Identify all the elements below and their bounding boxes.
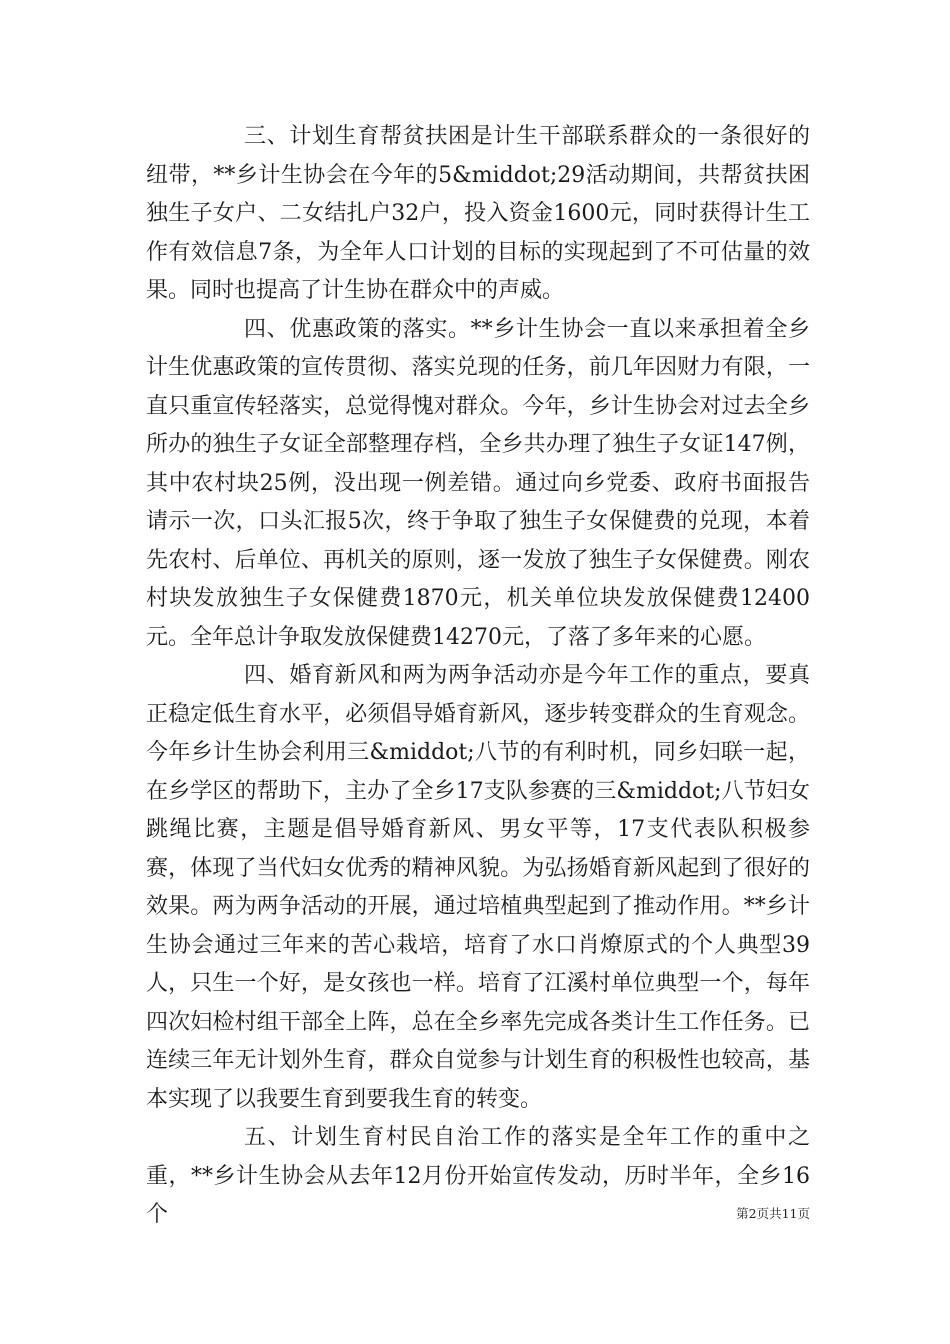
paragraph-preferential-policy: 四、优惠政策的落实。**乡计生协会一直以来承担着全乡计生优惠政策的宣传贯彻、落实兑现的任务，前几年因财力有限，一直只重宣传轻落实，总觉得愧对群众。今年，乡计生协会对过去全乡所办的独生子女证全部整理存档，全乡共办理了独生子女证147例，其中农村块25例，没出现一例差错。通过向乡党委、政府书面报告请示一次，口头汇报5次，终于争取了独生子女保健费的兑现，本着先农村、后单位、再机关的原则，逐一发放了独生子女保健费。刚农村块发放独生子女保健费1870元，机关单位块发放保健费12400元。全年总计争取发放保健费14270元，了落了多年来的心愿。 [146,316,810,650]
page-number-footer: 第2页共11页 [736,1206,810,1221]
document-body [146,118,810,1235]
paragraph-marriage-new-custom: 四、婚育新风和两为两争活动亦是今年工作的重点，要真正稳定低生育水平，必须倡导婚育新风，逐步转变群众的生育观念。今年乡计生协会利用三&middot;八节的有利时机，同乡妇联一起，在乡学区的帮助下，主办了全乡17支队参赛的三&middot;八节妇女跳绳比赛，主题是倡导婚育新风、男女平等，17支代表队积极参赛，体现了当代妇女优秀的精神风貌。为弘扬婚育新风起到了很好的效果。两为两争活动的开展，通过培植典型起到了推动作用。**乡计生协会通过三年来的苦心栽培，培育了水口肖燎原式的个人典型39人，只生一个好，是女孩也一样。培育了江溪村单位典型一个，每年四次妇检村组干部全上阵，总在全乡率先完成各类计生工作任务。已连续三年无计划外生育，群众自觉参与计划生育的积极性也较高，基本实现了以我要生育到要我生育的转变。 [146,663,810,1112]
paragraph-village-autonomy: 五、计划生育村民自治工作的落实是全年工作的重中之重，**乡计生协会从去年12月份开始宣传发动，历时半年，全乡16个 [146,1125,810,1227]
paragraph-poverty-relief: 三、计划生育帮贫扶困是计生干部联系群众的一条很好的纽带，**乡计生协会在今年的5&middot;29活动期间，共帮贫扶困独生子女户、二女结扎户32户，投入资金1600元，同时获得计生工作有效信息7条，为全年人口计划的目标的实现起到了不可估量的效果。同时也提高了计生协在群众中的声威。 [146,124,810,303]
